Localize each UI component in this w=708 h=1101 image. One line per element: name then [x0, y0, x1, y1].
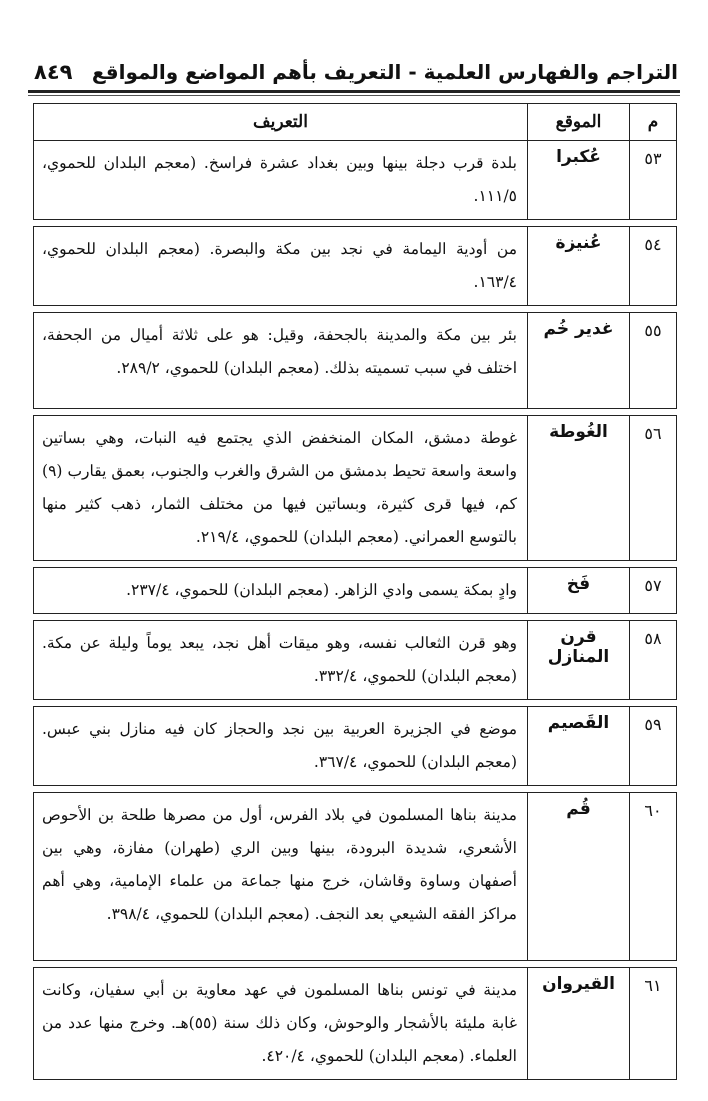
place-definition: من أودية اليمامة في نجد بين مكة والبصرة. (معجم البلدان للحموي، ١٦٣/٤.: [34, 227, 528, 306]
place-name: الغُوطة: [528, 416, 630, 561]
header-rule: [28, 90, 680, 93]
table-row: [34, 707, 677, 786]
place-definition: بئر بين مكة والمدينة بالجحفة، وقيل: هو على ثلاثة أميال من الجحفة، اختلف في سبب تسميته بذلك. (معجم البلدان) للحموي، ٢٨٩/٢.: [34, 313, 528, 409]
table-row: [34, 568, 677, 614]
row-number: ٥٥: [630, 313, 677, 409]
row-number: ٥٣: [630, 141, 677, 220]
table-row: [34, 313, 677, 409]
table-row: [34, 968, 677, 1080]
row-spacer: [34, 220, 677, 227]
table-row: [34, 793, 677, 961]
place-name: عُنيزة: [528, 227, 630, 306]
place-definition: مدينة بناها المسلمون في بلاد الفرس، أول من مصرها طلحة بن الأحوص الأشعري، شديدة البرودة، بينها وبين الري (طهران) مفازة، وهي بين أصفهان وساوة وقاشان، خرج منها جماعة من علماء الإمامية، وهي أهم مراكز الفقه الشيعي بعد النجف. (معجم البلدان) للحموي، ٣٩٨/٤.: [34, 793, 528, 961]
row-spacer: [34, 409, 677, 416]
row-spacer: [34, 961, 677, 968]
col-header-place: الموقع: [528, 104, 630, 141]
row-spacer: [34, 700, 677, 707]
row-spacer: [34, 786, 677, 793]
row-number: ٦٠: [630, 793, 677, 961]
place-name: قُم: [528, 793, 630, 961]
place-definition: غوطة دمشق، المكان المنخفض الذي يجتمع فيه النبات، وهي بساتين واسعة واسعة تحيط بدمشق من الشرق والغرب والجنوب، بعمق يقارب (٩) كم، فيها قرى كثيرة، وبساتين فيها من مختلف الثمار، ذهب كثير منها بالتوسع العمراني. (معجم البلدان) للحموي، ٢١٩/٤.: [34, 416, 528, 561]
row-number: ٦١: [630, 968, 677, 1080]
row-spacer: [34, 614, 677, 621]
col-header-definition: التعريف: [34, 104, 528, 141]
place-definition: موضع في الجزيرة العربية بين نجد والحجاز كان فيه منازل بني عبس. (معجم البلدان) للحموي، ٣٦٧/٤.: [34, 707, 528, 786]
place-name: فَخ: [528, 568, 630, 614]
place-definition: بلدة قرب دجلة بينها وبين بغداد عشرة فراسخ. (معجم البلدان للحموي، ١١١/٥.: [34, 141, 528, 220]
table-row: [34, 621, 677, 700]
row-number: ٥٩: [630, 707, 677, 786]
place-definition: وهو قرن الثعالب نفسه، وهو ميقات أهل نجد، يبعد يوماً وليلة عن مكة. (معجم البلدان) للحموي، ٣٣٢/٤.: [34, 621, 528, 700]
place-definition: مدينة في تونس بناها المسلمون في عهد معاوية بن أبي سفيان، وكانت غابة مليئة بالأشجار والوحوش، وكان ذلك سنة (٥٥)هـ. وخرج منها عدد من العلماء. (معجم البلدان) للحموي، ٤٢٠/٤.: [34, 968, 528, 1080]
place-name: عُكبرا: [528, 141, 630, 220]
place-name: القيروان: [528, 968, 630, 1080]
page-number: ٨٤٩: [34, 60, 73, 84]
table-row: [34, 416, 677, 561]
row-number: ٥٦: [630, 416, 677, 561]
row-number: ٥٨: [630, 621, 677, 700]
page-header: [0, 0, 708, 92]
place-definition: وادٍ بمكة يسمى وادي الزاهر. (معجم البلدان) للحموي، ٢٣٧/٤.: [34, 568, 528, 614]
running-title: التراجم والفهارس العلمية - التعريف بأهم المواضع والمواقع: [91, 60, 678, 84]
row-spacer: [34, 561, 677, 568]
places-table: [33, 103, 677, 1080]
col-header-number: م: [630, 104, 677, 141]
table-header-row: [34, 104, 677, 141]
place-name: قرن المنازل: [528, 621, 630, 700]
row-number: ٥٤: [630, 227, 677, 306]
header-rule-thin: [28, 95, 680, 96]
row-number: ٥٧: [630, 568, 677, 614]
row-spacer: [34, 306, 677, 313]
table-row: [34, 227, 677, 306]
place-name: القَصيم: [528, 707, 630, 786]
table-row: [34, 141, 677, 220]
place-name: غدير خُم: [528, 313, 630, 409]
